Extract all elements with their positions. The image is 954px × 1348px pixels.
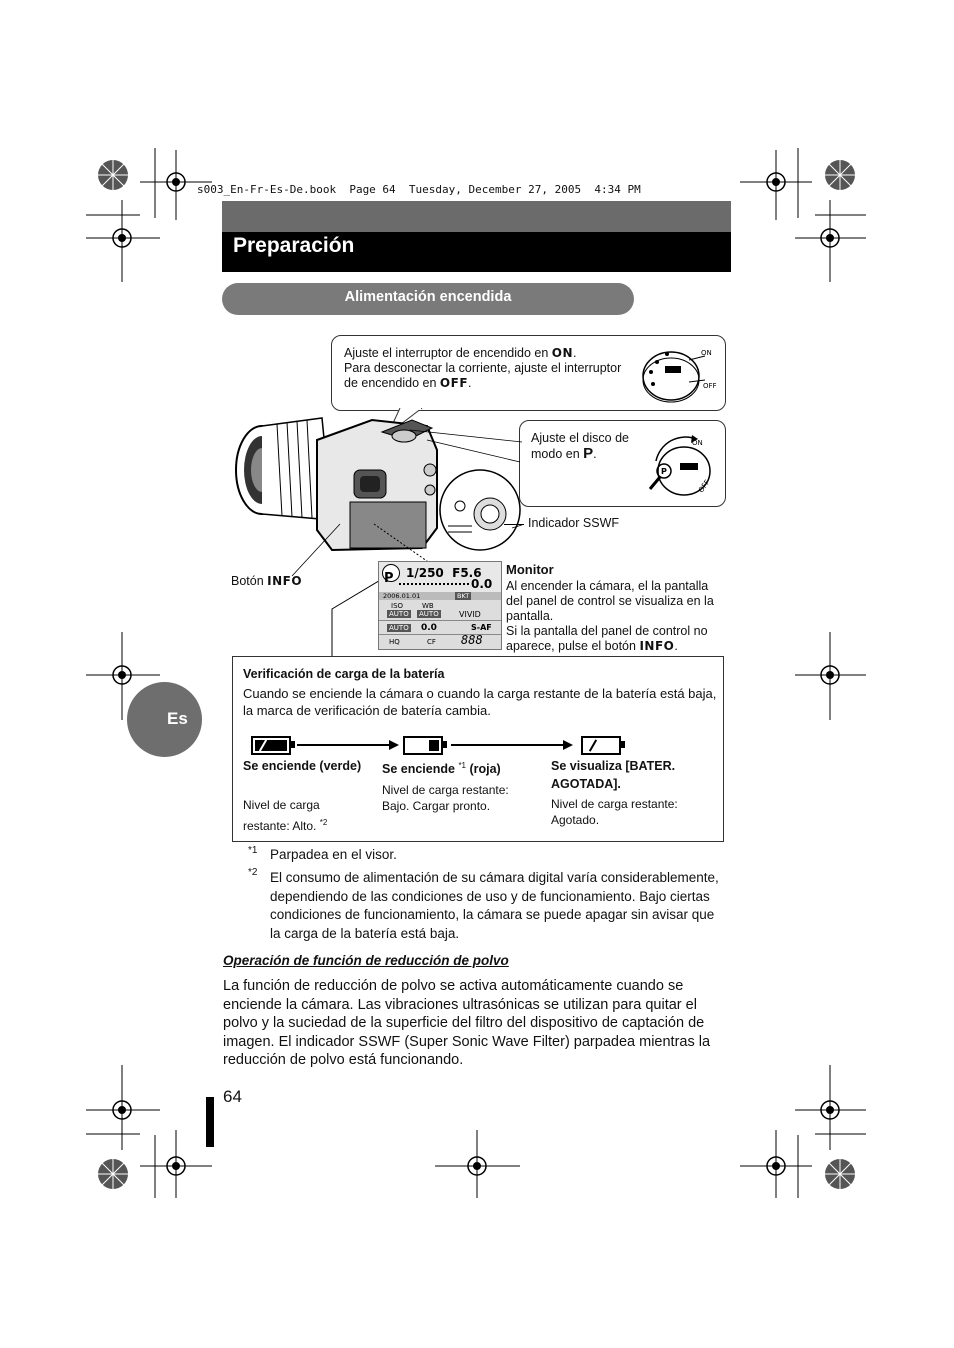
lcd-iso-value: AUTO — [389, 610, 409, 618]
lcd-wb-label: WB — [422, 602, 434, 610]
page-number: 64 — [223, 1087, 242, 1106]
section-title: Preparación — [233, 234, 355, 257]
arrow-1-icon — [295, 737, 405, 753]
subsection-title: Alimentación encendida — [344, 289, 512, 305]
battery-low-icon — [403, 736, 443, 755]
battery-box-intro: Cuando se enciende la cámara o cuando la carga restante de la batería está baja, la marca de verificación de batería cambia. — [243, 686, 717, 718]
lcd-date: 2006.01.01 — [383, 592, 421, 600]
lcd-shutter-aperture: 1/250 F5.6 — [406, 566, 482, 580]
lcd-iso-label: ISO — [391, 602, 404, 610]
state-empty-detail: Nivel de carga restante: Agotado. — [551, 797, 678, 827]
callout-mode-label: Ajuste el disco de modo en — [531, 431, 629, 461]
battery-box-title: Verificación de carga de la batería — [243, 667, 445, 681]
footnote-1-mark: *1 — [248, 845, 258, 856]
monitor-title: Monitor — [506, 562, 554, 577]
info-button-label: Botón INFO — [231, 574, 303, 588]
lcd-flash-comp: 0.0 — [421, 623, 437, 633]
state-empty-heading: Se visualiza [BATER. AGOTADA]. — [551, 759, 676, 791]
off-key: OFF — [439, 376, 469, 390]
lcd-exposure: 0.0 — [471, 577, 493, 591]
sswf-label: Indicador SSWF — [528, 516, 620, 530]
lcd-af-mode: S-AF — [471, 623, 492, 632]
dust-paragraph: La función de reducción de polvo se activa automáticamente cuando se enciende la cámara. Las vibraciones ultrasónicas se utilizan para quitar el polvo y la suciedad de la superficie del filtro del dispositivo de captación de imagen. El indicador SSWF (Super Sonic Wave Filter) parpadea mientras la reducción de polvo está funcionando. — [223, 978, 711, 1068]
language-tab-label: Es — [167, 709, 188, 728]
state-red-detail: Nivel de carga restante: Bajo. Cargar pronto. — [382, 783, 509, 813]
file-header: s003_En-Fr-Es-De.book Page 64 Tuesday, December 27, 2005 4:34 PM — [197, 183, 641, 196]
svg-text:P: P — [661, 467, 667, 476]
lcd-bkt: BKT — [457, 592, 470, 600]
page-number-bar — [206, 1097, 214, 1147]
callout-power — [331, 335, 726, 411]
arrow-2-icon — [449, 737, 579, 753]
monitor-description: Al encender la cámara, el la pantalla del panel de control se visualiza en la pantalla. Si la pantalla del panel de control no aparece, pulse el botón INFO. — [506, 579, 714, 653]
note-1-ref: *1 — [458, 761, 466, 770]
sswf-leader — [504, 524, 524, 525]
battery-full-icon — [251, 736, 291, 755]
footnote-2-mark: *2 — [248, 867, 258, 878]
control-panel-screen — [378, 561, 502, 650]
title-band — [222, 232, 731, 272]
dust-heading: Operación de función de reducción de polvo — [223, 953, 509, 968]
lcd-quality: HQ — [389, 638, 400, 646]
lcd-frames: 888 — [461, 633, 483, 647]
callout-power-text: Ajuste el interruptor de encendido en ON. Para desconectar la corriente, ajuste el interruptor de encendido en OFF. — [344, 346, 622, 390]
footnote-2-text: El consumo de alimentación de su cámara digital varía considerablemente, dependiendo de las condiciones de uso y de funcionamiento. Bajo ciertas condiciones de funcionamiento, la cámara se puede apagar sin avisar que la carga de la batería está baja. — [270, 870, 719, 941]
lcd-connector — [326, 575, 386, 657]
battery-check-box — [232, 656, 724, 842]
svg-text:OFF: OFF — [697, 478, 712, 495]
dial-off-label: OFF — [703, 382, 717, 390]
state-red-heading: Se enciende $^{*1}$ (roja) — [382, 761, 501, 777]
title-band-top — [222, 201, 731, 232]
monitor-text1: Al encender la cámara, el la pantalla del panel de control se visualiza en la pantalla. — [506, 579, 714, 623]
mode-dial-icon — [642, 427, 722, 501]
dial-on-label: ON — [701, 349, 712, 357]
state-green-detail: Nivel de carga restante: Alto. $^{*2}$ — [243, 798, 328, 833]
callout-power-line1: Ajuste el interruptor de encendido en — [344, 346, 552, 360]
footnote-1-text: Parpadea en el visor. — [270, 847, 397, 862]
info-leader — [290, 520, 350, 580]
language-tab — [127, 682, 202, 757]
lcd-picture-mode: VIVID — [459, 610, 481, 619]
info-key: INFO — [267, 574, 303, 588]
monitor-text2: Si la pantalla del panel de control no aparece, pulse el botón — [506, 624, 708, 653]
battery-empty-icon — [581, 736, 621, 755]
mode-p-key: P — [583, 445, 594, 462]
lcd-card: CF — [427, 638, 436, 646]
callout-power-line2: Para desconectar la corriente, ajuste el interruptor de encendido en — [344, 361, 622, 390]
lcd-wb-value: AUTO — [419, 610, 439, 618]
callout-mode-text: Ajuste el disco de modo en P. — [531, 431, 629, 462]
lcd-mode: P — [384, 571, 394, 586]
svg-text:ON: ON — [692, 439, 703, 447]
state-green-heading: Se enciende (verde) — [243, 759, 362, 773]
lcd-flash-auto: AUTO — [389, 624, 409, 632]
subsection-pill — [222, 283, 634, 315]
power-dial-icon — [637, 342, 721, 404]
monitor-info-key: INFO — [639, 639, 675, 653]
on-key: ON — [551, 346, 574, 360]
callout-mode — [519, 420, 726, 507]
note-2-ref: *2 — [319, 818, 328, 827]
